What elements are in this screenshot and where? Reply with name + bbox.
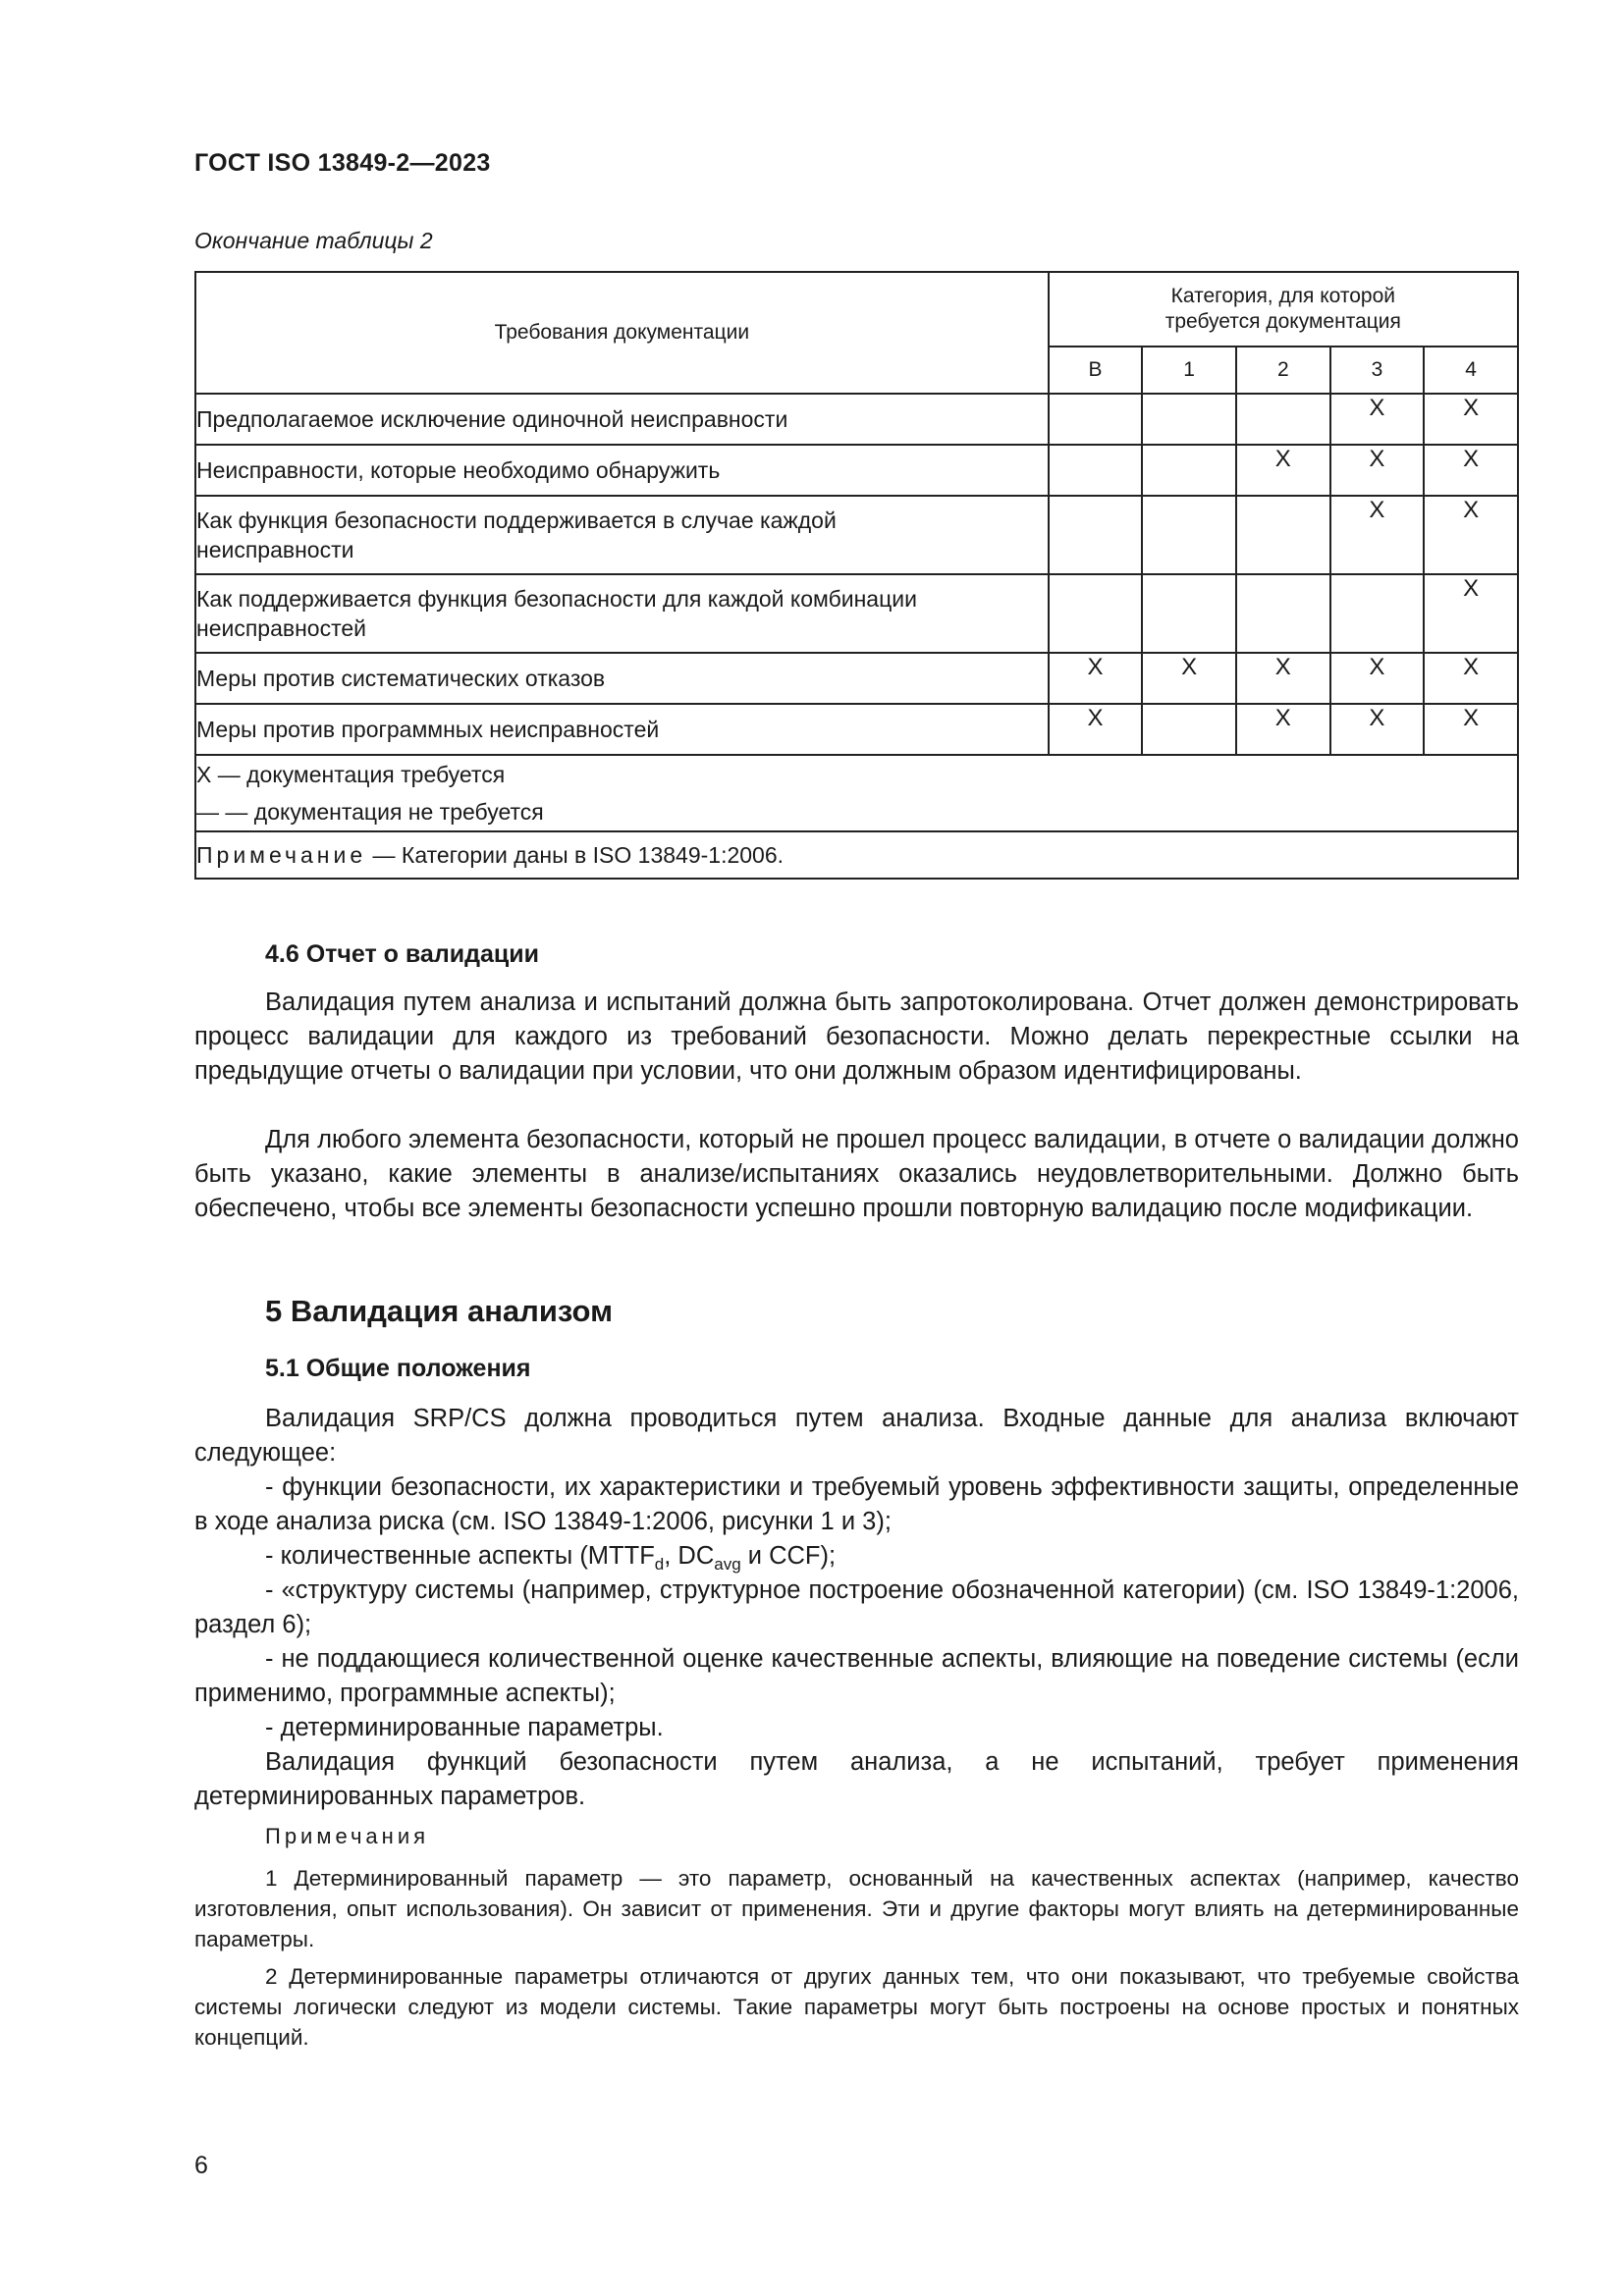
document-header: ГОСТ ISO 13849-2—2023	[194, 149, 491, 177]
requirement-label: Неисправности, которые необходимо обнаружить	[195, 445, 1049, 496]
mark-cell: X	[1424, 445, 1518, 496]
mark-cell	[1236, 394, 1330, 445]
list-item: - «структуру системы (например, структурное построение обозначенной категории) (см. ISO 13849-1:2006, раздел 6);	[194, 1576, 1519, 1638]
mark-cell	[1142, 704, 1236, 755]
table-note-text: — Категории даны в ISO 13849-1:2006.	[366, 841, 785, 868]
requirement-label	[195, 574, 1049, 653]
mark-cell	[1142, 574, 1236, 653]
legend-not-required: — — документация не требуется	[196, 799, 544, 825]
requirement-label-line1: Как поддерживается функция безопасности для каждой комбинации	[196, 586, 917, 612]
category-header-line2: требуется документация	[1164, 310, 1401, 333]
category-b-header: В	[1049, 347, 1143, 394]
mark-cell: X	[1049, 704, 1143, 755]
mark-cell	[1049, 496, 1143, 574]
table-row	[195, 574, 1518, 653]
list-item: - функции безопасности, их характеристики и требуемый уровень эффективности защиты, определенные в ходе анализа риска (см. ISO 13849-1:2006, рисунки 1 и 3);	[194, 1473, 1519, 1535]
requirement-label: Предполагаемое исключение одиночной неисправности	[195, 394, 1049, 445]
notes-title: Примечания	[265, 1824, 430, 1848]
mark-cell: X	[1424, 574, 1518, 653]
requirement-label-line2: неисправностей	[196, 615, 367, 641]
mark-cell: X	[1424, 653, 1518, 704]
mark-cell	[1236, 496, 1330, 574]
list-item: - детерминированные параметры.	[265, 1714, 664, 1741]
section-4-6-heading: 4.6 Отчет о валидации	[265, 940, 539, 968]
table-note-row	[195, 831, 1518, 879]
note-2: 2 Детерминированные параметры отличаются от других данных тем, что они показывают, что требуемые свойства системы логически следуют из модели системы. Такие параметры могут быть построены на основе простых и понятных концепций.	[194, 1964, 1519, 2050]
mark-cell: X	[1424, 704, 1518, 755]
category-2-header: 2	[1236, 347, 1330, 394]
list-item: - не поддающиеся количественной оценке качественные аспекты, влияющие на поведение системы (если применимо, программные аспекты);	[194, 1645, 1519, 1707]
category-1-header: 1	[1142, 347, 1236, 394]
section-5-heading: 5 Валидация анализом	[265, 1294, 614, 1328]
mark-cell: X	[1236, 704, 1330, 755]
mark-cell	[1142, 445, 1236, 496]
mark-cell	[1236, 574, 1330, 653]
section-5-1-heading: 5.1 Общие положения	[265, 1355, 531, 1382]
page-number: 6	[194, 2152, 208, 2179]
documentation-requirements-table	[194, 271, 1519, 880]
table-note-label: Примечание	[196, 841, 367, 868]
mark-cell: X	[1330, 445, 1425, 496]
table-row	[195, 704, 1518, 755]
table-row	[195, 445, 1518, 496]
mark-cell: X	[1049, 653, 1143, 704]
section-5-1-intro: Валидация SRP/CS должна проводиться путем анализа. Входные данные для анализа включают следующее:	[194, 1405, 1519, 1467]
requirement-label	[195, 496, 1049, 574]
section-5-1-closing: Валидация функций безопасности путем анализа, а не испытаний, требует применения детерминированных параметров.	[194, 1748, 1519, 1810]
category-column-header	[1049, 272, 1518, 347]
section-4-6-paragraph-2: Для любого элемента безопасности, который не прошел процесс валидации, в отчете о валидации должно быть указано, какие элементы в анализе/испытаниях оказались неудовлетворительными. Должно быть обеспечено, чтобы все элементы безопасности успешно прошли повторную валидацию после модификации.	[194, 1126, 1519, 1222]
category-3-header: 3	[1330, 347, 1425, 394]
mark-cell: X	[1236, 445, 1330, 496]
mark-cell: X	[1330, 496, 1425, 574]
mark-cell: X	[1330, 704, 1425, 755]
section-4-6-paragraph-1: Валидация путем анализа и испытаний должна быть запротоколирована. Отчет должен демонстрировать процесс валидации для каждого из требований безопасности. Можно делать перекрестные ссылки на предыдущие отчеты о валидации при условии, что они должным образом идентифицированы.	[194, 988, 1519, 1085]
mark-cell: X	[1142, 653, 1236, 704]
table-legend	[195, 755, 1518, 831]
mark-cell	[1142, 496, 1236, 574]
category-4-header: 4	[1424, 347, 1518, 394]
mark-cell	[1330, 574, 1425, 653]
mark-cell	[1142, 394, 1236, 445]
requirements-column-header: Требования документации	[195, 272, 1049, 394]
table-caption: Окончание таблицы 2	[194, 228, 433, 253]
table-legend-row	[195, 755, 1518, 831]
requirement-label-line1: Как функция безопасности поддерживается в случае каждой	[196, 507, 837, 533]
mark-cell	[1049, 445, 1143, 496]
requirement-label: Меры против программных неисправностей	[195, 704, 1049, 755]
mark-cell	[1049, 394, 1143, 445]
mark-cell: X	[1424, 394, 1518, 445]
note-1: 1 Детерминированный параметр — это параметр, основанный на качественных аспектах (например, качество изготовления, опыт использования). Он зависит от применения. Эти и другие факторы могут влиять на детерминированные параметры.	[194, 1866, 1519, 1951]
mark-cell: X	[1330, 653, 1425, 704]
list-item: - количественные аспекты ($MTTF_d$, $DC_{avg}$ и CCF);	[265, 1542, 837, 1575]
mark-cell: X	[1236, 653, 1330, 704]
legend-required: X — документация требуется	[196, 762, 506, 787]
table-note	[195, 831, 1518, 879]
table-row	[195, 394, 1518, 445]
mark-cell	[1049, 574, 1143, 653]
table-row	[195, 653, 1518, 704]
table-row	[195, 496, 1518, 574]
category-header-line1: Категория, для которой	[1170, 285, 1395, 307]
mark-cell: X	[1330, 394, 1425, 445]
requirement-label: Меры против систематических отказов	[195, 653, 1049, 704]
mark-cell: X	[1424, 496, 1518, 574]
requirement-label-line2: неисправности	[196, 537, 354, 562]
